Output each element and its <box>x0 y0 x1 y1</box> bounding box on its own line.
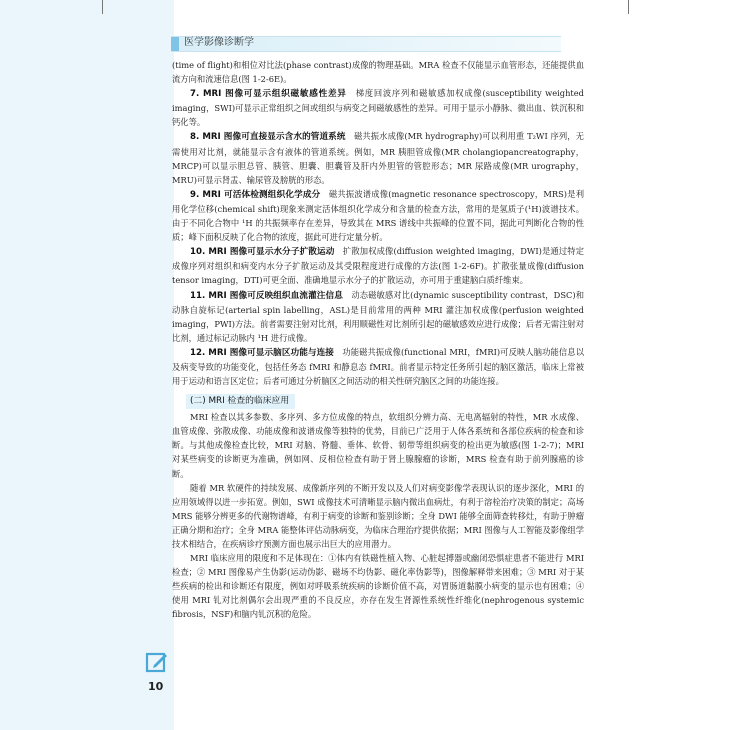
note-edit-icon <box>145 650 169 674</box>
body-paragraph <box>172 86 584 129</box>
body-paragraph <box>172 244 584 287</box>
paragraph-lead-heading: 12. MRI 图像可显示脑区功能与连接 <box>190 347 334 358</box>
body-paragraph <box>172 345 584 388</box>
body-paragraph <box>172 410 584 480</box>
crop-mark <box>628 0 629 14</box>
paragraph-text: 随着 MR 软硬件的持续发展、成像新序列的不断开发以及人们对病变影像学表现认识的逐步深化，MRI 的应用领域得以进一步拓宽。例如，SWI 成像技术可清晰显示脑内微出血病灶，有利于溶栓治疗决策的制定；高场 MRS 能够分辨更多的代谢物谱峰，有利于病变的诊断和鉴别诊断；全身 DWI 能够全面筛查转移灶，有助于肿瘤正确分期和治疗；全身 MRA 能整体评估动脉病变，为临床合理治疗提供依据；MRI 图像与人工智能及影像组学技术相结合，在疾病诊疗预测方面也展示出巨大的应用潜力。 <box>172 482 584 549</box>
paragraph-text: 磁共振水成像(MR hydrography)可以利用重 T₂WI 序列，无需使用对比剂，就能显示含有液体的管道系统。例如，MR 胰胆管成像(MR cholangiopancreatography，MRCP)可以显示胆总管、胰管、胆囊、胆囊管及肝内外胆管的管腔形态；MR 尿路成像(MR urography，MRU)可显示肾盂、输尿管及膀胱的形态。 <box>172 131 584 185</box>
body-paragraph <box>172 551 584 621</box>
paragraph-text: MRI 临床应用的限度和不足体现在：①体内有铁磁性植入物、心脏起搏器或幽闭恐惧症患者不能进行 MRI 检查；② MRI 图像易产生伪影(运动伪影、磁场不均伪影、磁化率伪影等)，图像解释带来困难；③ MRI 对于某些疾病的检出和诊断还有限度，例如对呼吸系统疾病的诊断价值不高，对胃肠道黏膜小病变的显示也有困难；④使用 MRI 钆对比剂偶尔会出现严重的不良反应，亦存在发生肾源性系统性纤维化(nephrogenous systemic fibrosis，NSF)和脑内钆沉积的危险。 <box>172 553 584 620</box>
paragraph-text: 梯度回波序列和磁敏感加权成像(susceptibility weighted imaging，SWI)可显示正常组织之间或组织与病变之间磁敏感性的差异。可用于显示小静脉、微出血、铁沉积和钙化等。 <box>172 88 584 128</box>
body-paragraph <box>172 288 584 345</box>
body-paragraph <box>172 129 584 186</box>
crop-mark <box>102 0 103 14</box>
body-paragraph <box>172 481 584 551</box>
paragraph-lead-heading: 7. MRI 图像可显示组织磁敏感性差异 <box>190 89 347 100</box>
running-header-title: 医学影像诊断学 <box>184 37 254 48</box>
paragraph-text: 磁共振波谱成像(magnetic resonance spectroscopy，MRS)是利用化学位移(chemical shift)现象来测定活体组织化学成分和含量的检查方法，常用的是氢质子(¹H)波谱技术。由于不同化合物中 ¹H 的共振频率存在差异，导致其在 MRS 谱线中共振峰的位置不同，据此可判断化合物的性质；峰下面积反映了化合物的浓度，据此可进行定量分析。 <box>172 188 584 243</box>
section-heading: (二) MRI 检查的临床应用 <box>186 394 295 409</box>
paragraph-text: (time of flight)和相位对比法(phase contrast)成像的物理基础。MRA 检查不仅能显示血管形态，还能提供血流方向和流速信息(图 1-2-6E)。 <box>172 60 584 85</box>
paragraph-lead-heading: 8. MRI 图像可直接显示含水的管道系统 <box>190 132 346 143</box>
paragraph-text: 功能磁共振成像(functional MRI，fMRI)可反映人脑功能信息以及病变导致的功能变化，包括任务态 fMRI 和静息态 fMRI。前者显示特定任务所引起的脑区激活，临床上常被用于运动和语言区定位；后者可通过分析脑区之间活动的相关性研究脑区之间的功能连接。 <box>172 346 584 387</box>
paragraph-lead-heading: 9. MRI 可活体检测组织化学成分 <box>190 189 321 200</box>
left-margin-band <box>0 0 174 730</box>
paragraph-text: MRI 检查以其多参数、多序列、多方位成像的特点，软组织分辨力高、无电离辐射的特性，MR 水成像、血管成像、弥散成像、功能成像和波谱成像等独特的优势，目前已广泛用于人体各系统和各部位疾病的检查和诊断。与其他成像检查比较，MRI 对脑、脊髓、垂体、软骨、韧带等组织病变的检出更为敏感(图 1-2-7)；MRI 对某些病变的诊断更为准确，例如网、反相位检查有助于肾上腺腺瘤的诊断，MRS 检查有助于前列腺癌的诊断。 <box>172 412 584 479</box>
body-paragraph <box>172 58 584 86</box>
paragraph-text: 动态磁敏感对比(dynamic susceptibility contrast，DSC)和动脉自旋标记(arterial spin labelling，ASL)是目前常用的两种 MRI 灌注加权成像(perfusion weighted imaging，PWI)方法。前者需要注射对比剂，利用顺磁性对比剂所引起的磁敏感效应进行成像；后者无需注射对比剂，通过标记动脉内 ¹H 进行成像。 <box>172 289 584 343</box>
paragraph-text: 扩散加权成像(diffusion weighted imaging，DWI)是通过特定成像序列对组织和病变内水分子扩散运动及其受限程度进行成像的方法(图 1-2-6F)。扩散张量成像(diffusion tensor imaging，DTI)可更全面、准确地显示水分子的扩散运动，亦可用于重建脑白质纤维束。 <box>172 246 585 286</box>
paragraph-lead-heading: 10. MRI 图像可显示水分子扩散运动 <box>190 247 335 258</box>
paragraph-lead-heading: 11. MRI 图像可反映组织血流灌注信息 <box>190 290 343 301</box>
page-number: 10 <box>148 680 164 693</box>
body-paragraph <box>172 187 584 244</box>
body-text <box>172 58 584 622</box>
